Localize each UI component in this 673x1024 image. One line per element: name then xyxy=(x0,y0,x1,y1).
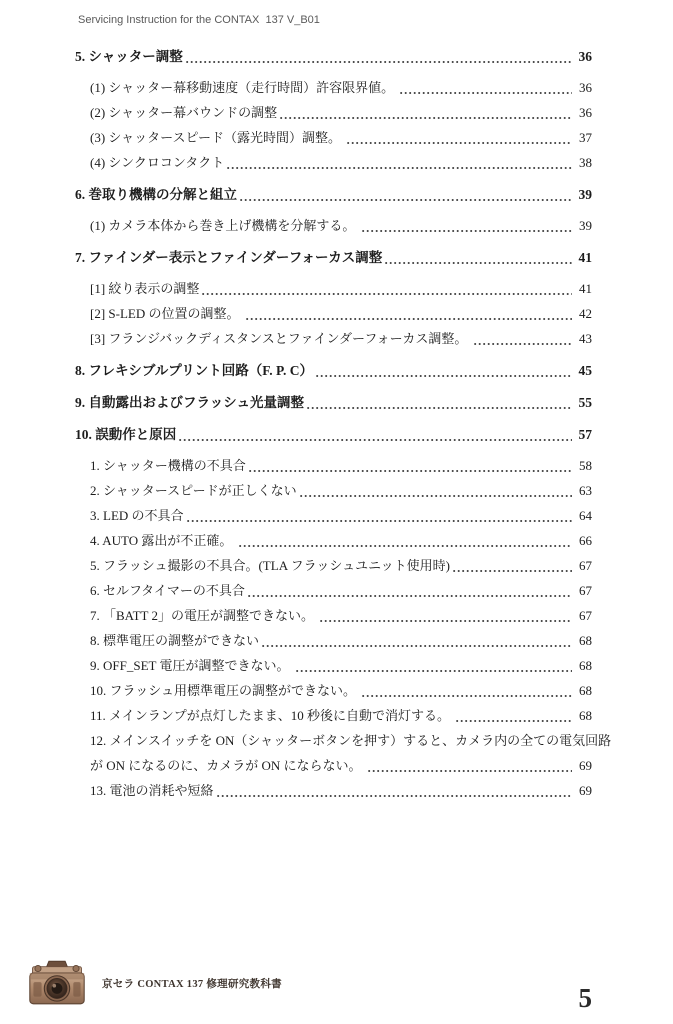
toc-leader-dots xyxy=(187,518,572,523)
toc-leader-dots xyxy=(239,543,572,548)
toc-leader-dots xyxy=(456,718,572,723)
toc-entry[interactable] xyxy=(75,358,592,383)
toc-entry-label: 3. LED の不具合 xyxy=(90,508,184,523)
toc-entry[interactable] xyxy=(90,703,592,728)
toc-entry-label: 8. フレキシブルプリント回路（F. P. C） xyxy=(75,363,314,378)
toc-page-ref: 68 xyxy=(579,708,592,723)
toc-entry[interactable] xyxy=(90,453,592,478)
toc-leader-dots xyxy=(202,291,572,296)
toc-entry[interactable] xyxy=(90,528,592,553)
toc-leader-dots xyxy=(186,59,572,64)
toc-leader-dots xyxy=(217,793,572,798)
toc-entry[interactable] xyxy=(90,213,592,238)
toc-leader-dots xyxy=(249,468,572,473)
toc-entry[interactable] xyxy=(90,728,612,753)
toc-page-ref: 41 xyxy=(579,281,592,296)
toc-leader-dots xyxy=(316,373,572,378)
toc-leader-dots xyxy=(400,90,572,95)
toc-leader-dots xyxy=(179,437,572,442)
toc-leader-dots xyxy=(300,493,572,498)
toc-entry[interactable] xyxy=(90,653,592,678)
toc-entry-label: (4) シンクロコンタクト xyxy=(90,155,225,170)
toc-leader-dots xyxy=(362,693,572,698)
toc-entry[interactable] xyxy=(90,628,592,653)
toc-page-ref: 37 xyxy=(579,130,592,145)
toc-entry[interactable] xyxy=(75,390,592,415)
toc-entry[interactable] xyxy=(90,75,592,100)
toc-page-ref: 43 xyxy=(579,331,592,346)
toc-entry-label: 10. 誤動作と原因 xyxy=(75,427,177,442)
toc-entry-label: 9. 自動露出およびフラッシュ光量調整 xyxy=(75,395,304,410)
toc-entry[interactable] xyxy=(90,778,592,803)
toc-page-ref: 69 xyxy=(579,758,592,773)
toc-entry[interactable] xyxy=(75,245,592,270)
toc-leader-dots xyxy=(280,115,572,120)
toc-page-ref: 67 xyxy=(579,558,592,573)
toc-page-ref: 39 xyxy=(579,218,592,233)
toc-entry-label: 5. フラッシュ撮影の不具合。(TLA フラッシュユニット使用時) xyxy=(90,558,450,573)
toc-page-ref: 39 xyxy=(578,187,592,202)
toc-leader-dots xyxy=(296,668,572,673)
toc-page-ref: 69 xyxy=(579,783,592,798)
toc-entry-label: 13. 電池の消耗や短絡 xyxy=(90,783,214,798)
toc-page-ref: 36 xyxy=(579,80,592,95)
toc-entry[interactable] xyxy=(90,553,592,578)
toc-page-ref: 64 xyxy=(579,508,592,523)
toc-page-ref: 36 xyxy=(579,105,592,120)
toc-page-ref: 38 xyxy=(579,155,592,170)
toc-leader-dots xyxy=(368,768,572,773)
toc-entry[interactable] xyxy=(75,422,592,447)
toc-entry-label: 8. 標準電圧の調整ができない xyxy=(90,633,260,648)
toc-entry-label: 6. セルフタイマーの不具合 xyxy=(90,583,245,598)
toc-leader-dots xyxy=(385,260,572,265)
footer-booklet-title: 京セラ CONTAX 137 修理研究教科書 xyxy=(102,978,282,990)
toc-entry-label: 11. メインランプが点灯したまま、10 秒後に自動で消灯する。 xyxy=(90,708,454,723)
toc-page-ref: 45 xyxy=(578,363,592,378)
toc-leader-dots xyxy=(453,568,572,573)
toc-entry[interactable] xyxy=(90,503,592,528)
toc-entry[interactable] xyxy=(90,478,592,503)
toc-page-ref: 57 xyxy=(578,427,592,442)
toc-entry-label: 2. シャッタースピードが正しくない xyxy=(90,483,297,498)
toc-entry[interactable] xyxy=(90,150,592,175)
toc-entry-label: (1) シャッター幕移動速度（走行時間）許容限界値。 xyxy=(90,80,398,95)
toc-entry[interactable] xyxy=(90,100,592,125)
toc-leader-dots xyxy=(240,197,572,202)
toc-leader-dots xyxy=(248,593,572,598)
toc-entry-label: [2] S-LED の位置の調整。 xyxy=(90,306,243,321)
toc-leader-dots xyxy=(347,140,572,145)
toc-entry[interactable] xyxy=(90,301,592,326)
toc-leader-dots xyxy=(227,165,572,170)
toc-entry-label: [1] 絞り表示の調整 xyxy=(90,281,200,296)
toc-entry-label: 7. 「BATT 2」の電圧が調整できない。 xyxy=(90,608,318,623)
toc-entry-label: 6. 巻取り機構の分解と組立 xyxy=(75,187,237,202)
toc-entry[interactable] xyxy=(90,578,592,603)
toc-page-ref: 42 xyxy=(579,306,592,321)
toc-entry[interactable] xyxy=(90,678,592,703)
running-header: Servicing Instruction for the CONTAX 137 V_B01 xyxy=(78,14,320,26)
toc-leader-dots xyxy=(320,618,572,623)
toc-entry[interactable] xyxy=(75,44,592,69)
page-footer xyxy=(28,958,592,1008)
toc-entry-label: (2) シャッター幕バウンドの調整 xyxy=(90,105,278,120)
toc-entry-label: 5. シャッター調整 xyxy=(75,49,183,64)
toc-leader-dots xyxy=(474,341,572,346)
toc-entry-label: 9. OFF_SET 電圧が調整できない。 xyxy=(90,658,293,673)
toc-leader-dots xyxy=(246,316,572,321)
toc-page-ref: 66 xyxy=(579,533,592,548)
toc-entry-label: が ON になるのに、カメラが ON にならない。 xyxy=(90,758,365,773)
toc-leader-dots xyxy=(362,228,572,233)
toc-page-ref: 58 xyxy=(579,458,592,473)
toc-entry-label: 7. ファインダー表示とファインダーフォーカス調整 xyxy=(75,250,383,265)
contax-camera-photo-icon xyxy=(28,958,86,1008)
page-number: 5 xyxy=(578,983,592,1013)
toc-entry[interactable] xyxy=(90,603,592,628)
toc-entry-label: 4. AUTO 露出が不正確。 xyxy=(90,533,236,548)
toc-entry-label: 1. シャッター機構の不具合 xyxy=(90,458,246,473)
toc-page-ref: 55 xyxy=(578,395,592,410)
toc-entry[interactable] xyxy=(90,276,592,301)
toc-leader-dots xyxy=(307,405,572,410)
table-of-contents xyxy=(0,44,673,803)
toc-leader-dots xyxy=(262,643,572,648)
toc-entry-label: 10. フラッシュ用標準電圧の調整ができない。 xyxy=(90,683,360,698)
toc-entry-label: (3) シャッタースピード（露光時間）調整。 xyxy=(90,130,345,145)
toc-page-ref: 41 xyxy=(578,250,592,265)
toc-entry[interactable] xyxy=(90,125,592,150)
toc-entry-label: 12. メインスイッチを ON（シャッターボタンを押す）すると、カメラ内の全ての電気回路 xyxy=(90,733,612,748)
toc-entry-continuation[interactable] xyxy=(90,753,592,778)
toc-page-ref: 68 xyxy=(579,658,592,673)
toc-page-ref: 36 xyxy=(578,49,592,64)
toc-page-ref: 68 xyxy=(579,683,592,698)
toc-entry-label: [3] フランジバックディスタンスとファインダーフォーカス調整。 xyxy=(90,331,471,346)
toc-page-ref: 67 xyxy=(579,583,592,598)
toc-page-ref: 67 xyxy=(579,608,592,623)
toc-entry-label: (1) カメラ本体から巻き上げ機構を分解する。 xyxy=(90,218,359,233)
toc-entry[interactable] xyxy=(90,326,592,351)
toc-page-ref: 68 xyxy=(579,633,592,648)
toc-entry[interactable] xyxy=(75,182,592,207)
toc-page-ref: 63 xyxy=(579,483,592,498)
